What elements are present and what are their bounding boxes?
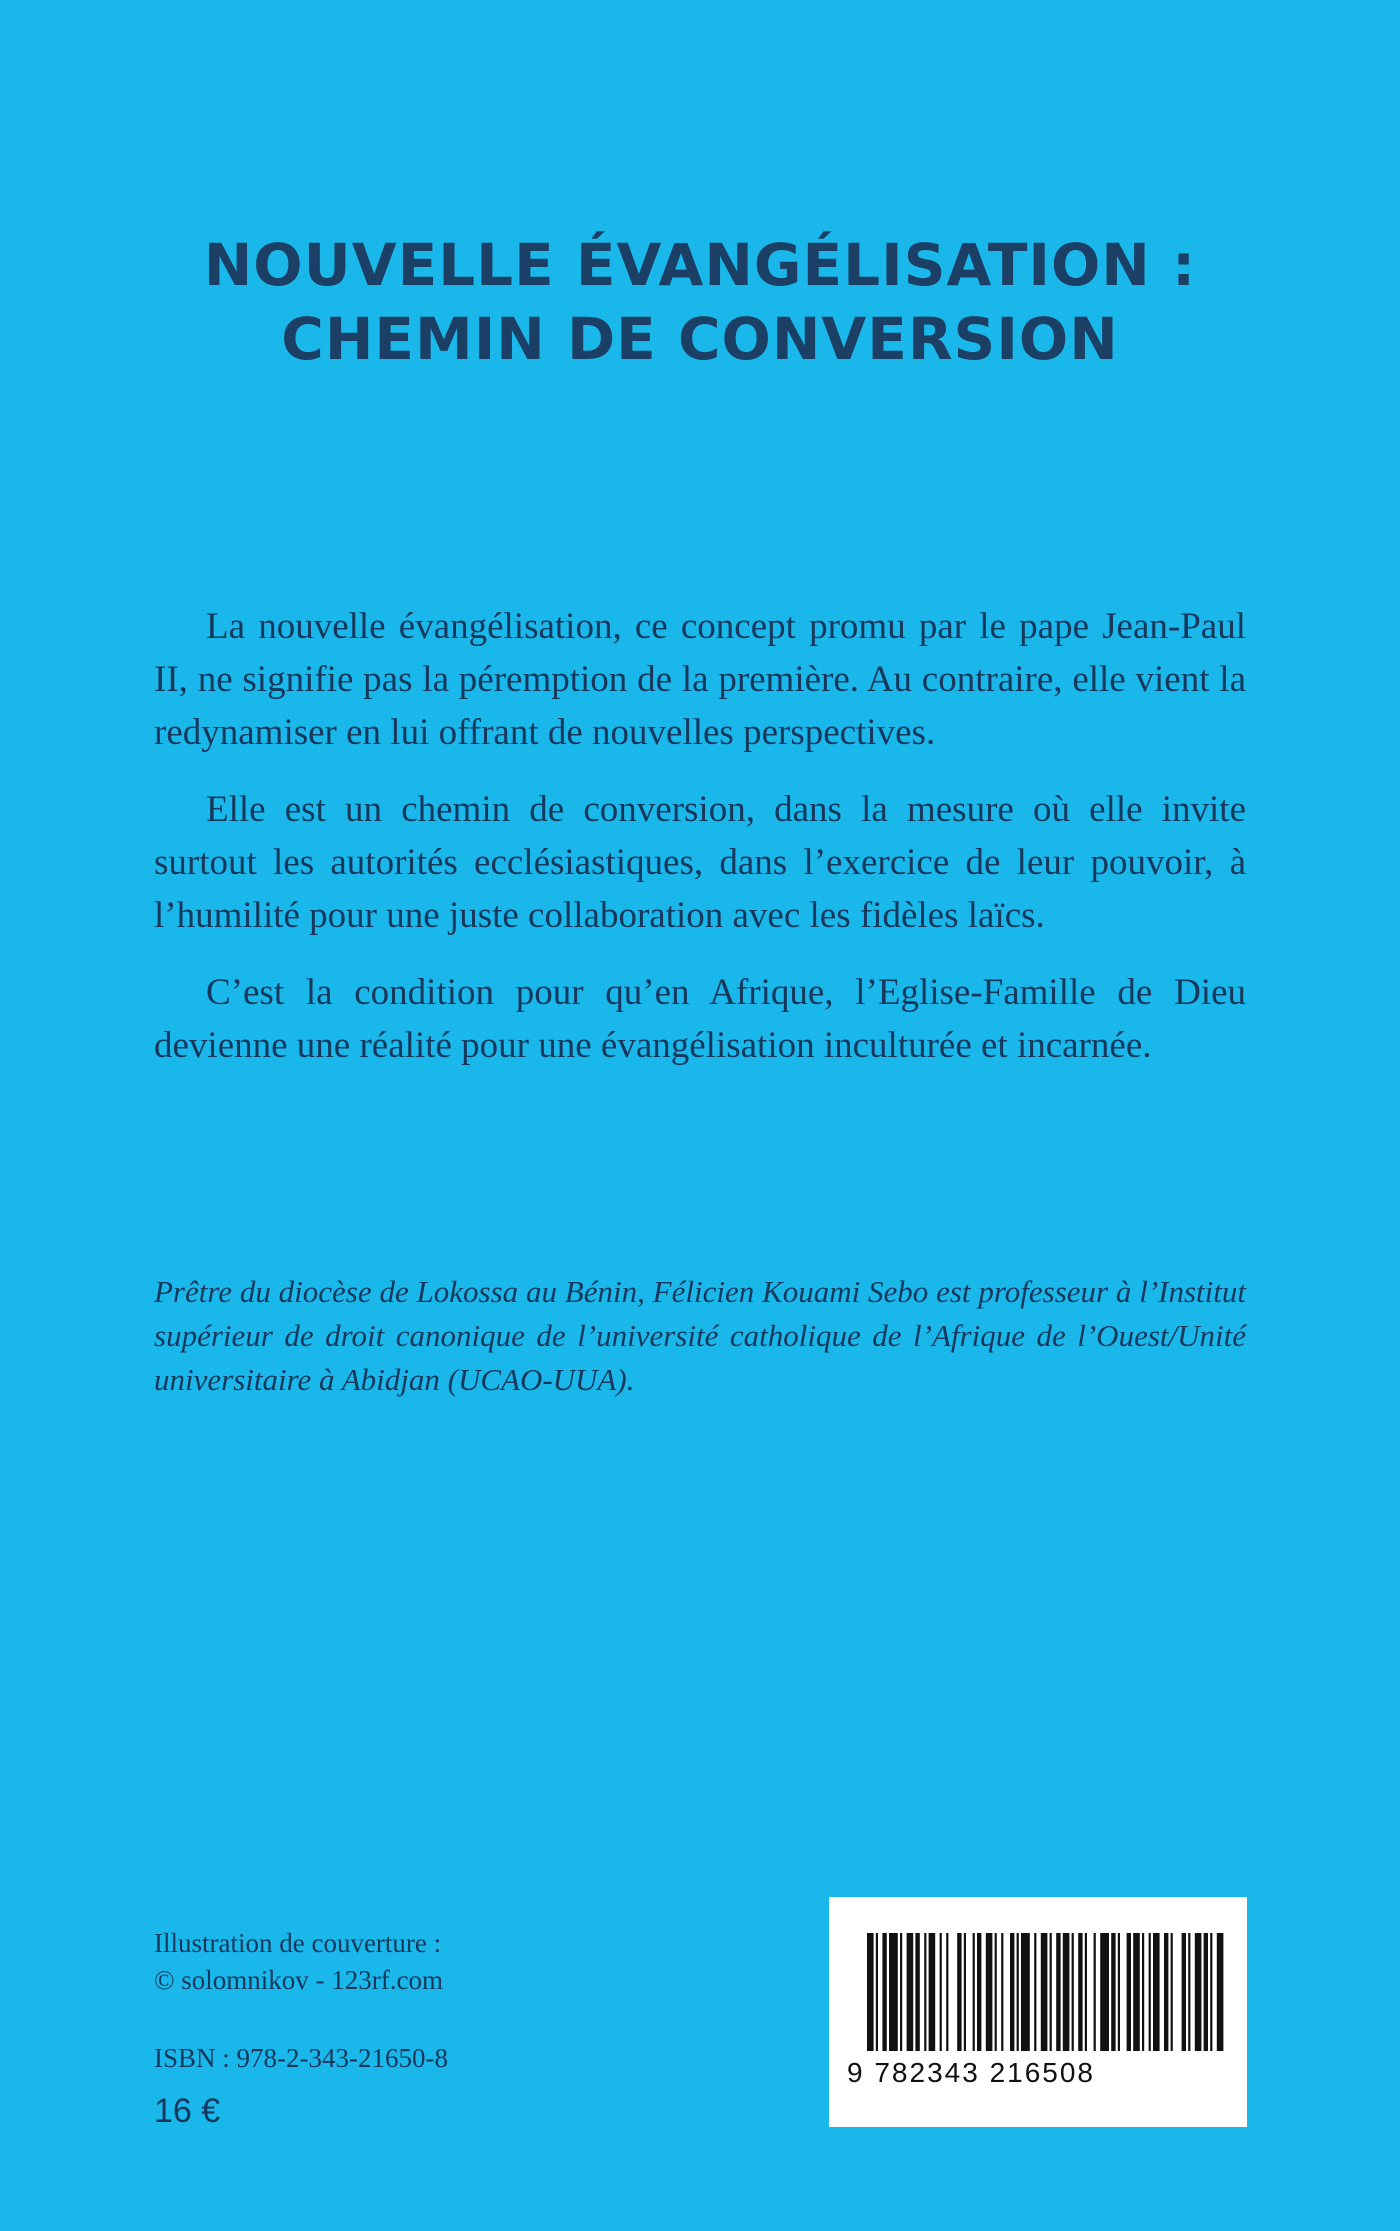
book-title bbox=[0, 228, 1400, 376]
summary-paragraph-2: Elle est un chemin de conversion, dans la mesure où elle invite surtout les autorités ecclésiastiques, dans l’exercice de leur pouvoir, à l’humilité pour une juste collaboration avec les fidèles laïcs. bbox=[154, 789, 1246, 936]
cover-credits-line-2: © solomnikov - 123rf.com bbox=[154, 1965, 443, 1995]
barcode-icon bbox=[829, 1897, 1247, 2127]
summary-paragraph-1: La nouvelle évangélisation, ce concept promu par le pape Jean-Paul II, ne signifie pas la péremption de la première. Au contraire, elle vient la redynamiser en lui offrant de nouvelles perspectives. bbox=[154, 606, 1246, 753]
summary-paragraph-3: C’est la condition pour qu’en Afrique, l’Eglise-Famille de Dieu devienne une réalité pour une évangélisation inculturée et incarnée. bbox=[154, 972, 1246, 1066]
price-text: 16 € bbox=[154, 2092, 221, 2130]
book-title-line-1: NOUVELLE ÉVANGÉLISATION : bbox=[203, 231, 1197, 299]
isbn-text: ISBN : 978-2-343-21650-8 bbox=[154, 2043, 448, 2073]
book-summary bbox=[154, 600, 1246, 1096]
barcode bbox=[829, 1897, 1247, 2127]
author-bio: Prêtre du diocèse de Lokossa au Bénin, Félicien Kouami Sebo est professeur à l’Institut supérieur de droit canonique de l’université catholique de l’Afrique de l’Ouest/Unité universitaire à Abidjan (UCAO-UUA). bbox=[154, 1274, 1246, 1397]
barcode-digits: 9 782343 216508 bbox=[847, 2057, 1095, 2088]
book-title-line-2: CHEMIN DE CONVERSION bbox=[281, 305, 1119, 373]
cover-credits-line-1: Illustration de couverture : bbox=[154, 1928, 442, 1958]
cover-credits bbox=[154, 1925, 443, 1999]
